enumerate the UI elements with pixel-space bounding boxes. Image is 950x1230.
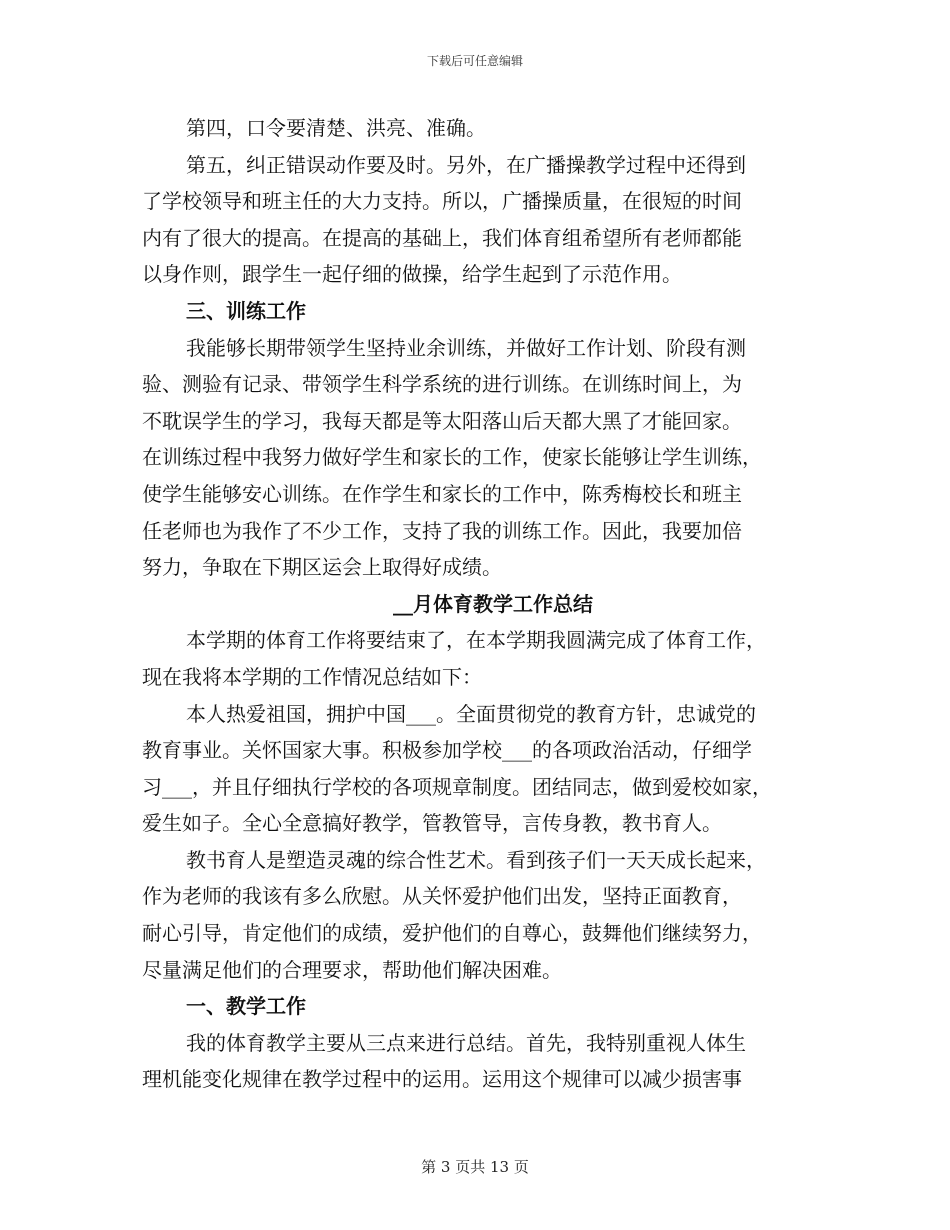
paragraph-line: 现在我将本学期的工作情况总结如下：: [142, 664, 482, 689]
section-heading: 一、教学工作: [186, 994, 306, 1019]
section-heading: __月体育教学工作总结: [393, 591, 593, 616]
paragraph-line: 本学期的体育工作将要结束了，在本学期我圆满完成了体育工作，: [186, 628, 766, 653]
paragraph-line: 在训练过程中我努力做好学生和家长的工作，使家长能够让学生训练，: [142, 445, 762, 470]
page-header: 下载后可任意编辑: [426, 54, 523, 68]
paragraph-line: 理机能变化规律在教学过程中的运用。运用这个规律可以减少损害事: [142, 1067, 742, 1092]
paragraph-line: 尽量满足他们的合理要求，帮助他们解决困难。: [142, 957, 562, 982]
paragraph-line: 教书育人是塑造灵魂的综合性艺术。看到孩子们一天天成长起来，: [186, 847, 766, 872]
paragraph-line: 第四，口令要清楚、洪亮、准确。: [186, 116, 486, 140]
paragraph-line: 习___，并且仔细执行学校的各项规章制度。团结同志，做到爱校如家，: [142, 774, 772, 799]
paragraph-line: 耐心引导，肯定他们的成绩，爱护他们的自尊心，鼓舞他们继续努力，: [142, 921, 762, 946]
document-body: [142, 110, 814, 1098]
paragraph-line: 努力，争取在下期区运会上取得好成绩。: [142, 555, 502, 580]
paragraph-line: 第五，纠正错误动作要及时。另外，在广播操教学过程中还得到: [186, 152, 746, 177]
paragraph-line: 验、测验有记录、带领学生科学系统的进行训练。在训练时间上，为: [142, 372, 742, 397]
paragraph-line: 不耽误学生的学习，我每天都是等太阳落山后天都大黑了才能回家。: [142, 408, 742, 433]
page-number-footer: 第 3 页共 13 页: [421, 1158, 529, 1176]
paragraph-line: 爱生如子。全心全意搞好教学，管教管导，言传身教，教书育人。: [142, 811, 722, 836]
paragraph-line: 以身作则，跟学生一起仔细的做操，给学生起到了示范作用。: [142, 262, 682, 287]
paragraph-line: 任老师也为我作了不少工作，支持了我的训练工作。因此，我要加倍: [142, 518, 742, 543]
paragraph-line: 我的体育教学主要从三点来进行总结。首先，我特别重视人体生: [186, 1030, 746, 1055]
paragraph-line: 了学校领导和班主任的大力支持。所以，广播操质量，在很短的时间: [142, 189, 742, 214]
paragraph-line: 教育事业。关怀国家大事。积极参加学校___的各项政治活动，仔细学: [142, 738, 752, 763]
section-heading: 三、训练工作: [186, 298, 306, 323]
paragraph-line: 使学生能够安心训练。在作学生和家长的工作中，陈秀梅校长和班主: [142, 481, 742, 506]
paragraph-line: 我能够长期带领学生坚持业余训练，并做好工作计划、阶段有测: [186, 335, 746, 360]
paragraph-line: 本人热爱祖国，拥护中国___。全面贯彻党的教育方针，忠诚党的: [186, 701, 756, 726]
paragraph-line: 内有了很大的提高。在提高的基础上，我们体育组希望所有老师都能: [142, 225, 742, 250]
paragraph-line: 作为老师的我该有多么欣慰。从关怀爱护他们出发，坚持正面教育，: [142, 884, 742, 909]
